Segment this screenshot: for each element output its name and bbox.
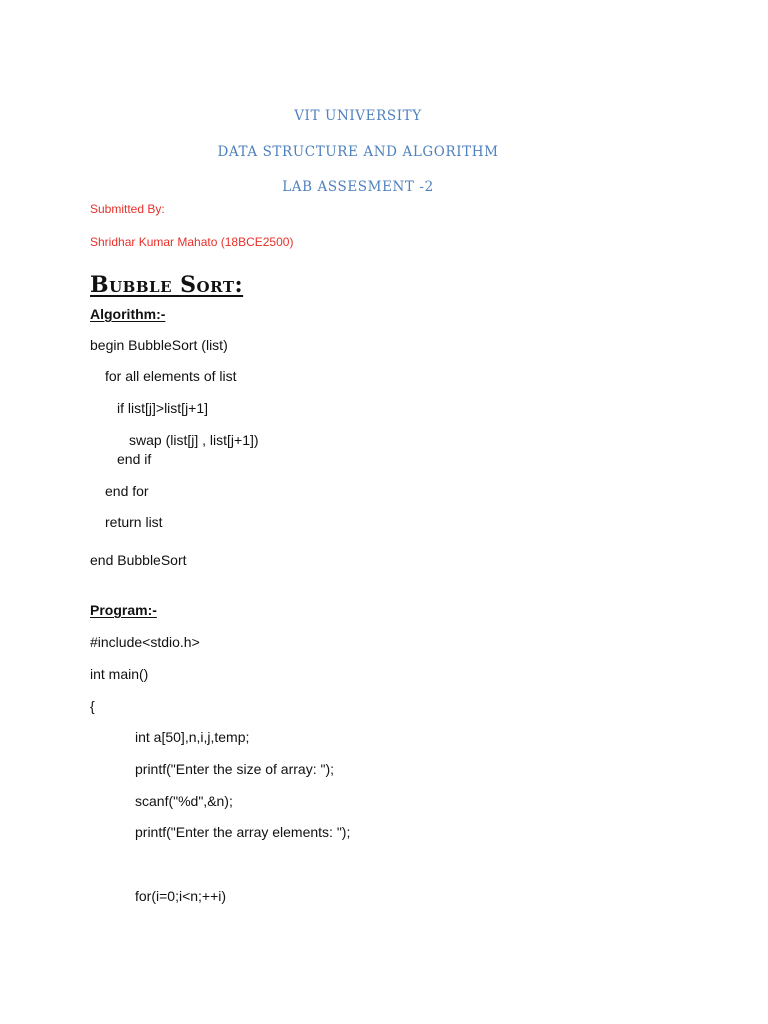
algorithm-line: for all elements of list	[105, 368, 237, 384]
section-title: Bubble Sort:	[90, 272, 244, 298]
algorithm-line: begin BubbleSort (list)	[90, 337, 228, 353]
algorithm-line: end for	[105, 483, 149, 499]
algorithm-line: if list[j]>list[j+1]	[117, 400, 209, 416]
algorithm-line: return list	[105, 514, 163, 530]
program-line: int a[50],n,i,j,temp;	[135, 729, 250, 745]
algorithm-line: end if	[117, 451, 152, 467]
program-line: for(i=0;i<n;++i)	[135, 888, 227, 904]
program-line: int main()	[90, 666, 149, 682]
university-heading: VIT UNIVERSITY	[294, 108, 422, 124]
program-line: printf("Enter the array elements: ");	[135, 824, 351, 840]
algorithm-heading: Algorithm:-	[90, 306, 166, 322]
student-name: Shridhar Kumar Mahato (18BCE2500)	[90, 235, 294, 249]
algorithm-line: swap (list[j] , list[j+1])	[129, 432, 259, 448]
algorithm-line: end BubbleSort	[90, 552, 187, 568]
program-line: #include<stdio.h>	[90, 634, 200, 650]
program-heading: Program:-	[90, 602, 157, 618]
program-line: printf("Enter the size of array: ");	[135, 761, 335, 777]
assessment-heading: LAB ASSESMENT -2	[282, 179, 434, 195]
course-heading: DATA STRUCTURE AND ALGORITHM	[217, 144, 499, 160]
program-line: scanf("%d",&n);	[135, 793, 233, 809]
program-line: {	[90, 698, 95, 714]
submitted-by-label: Submitted By:	[90, 202, 165, 216]
